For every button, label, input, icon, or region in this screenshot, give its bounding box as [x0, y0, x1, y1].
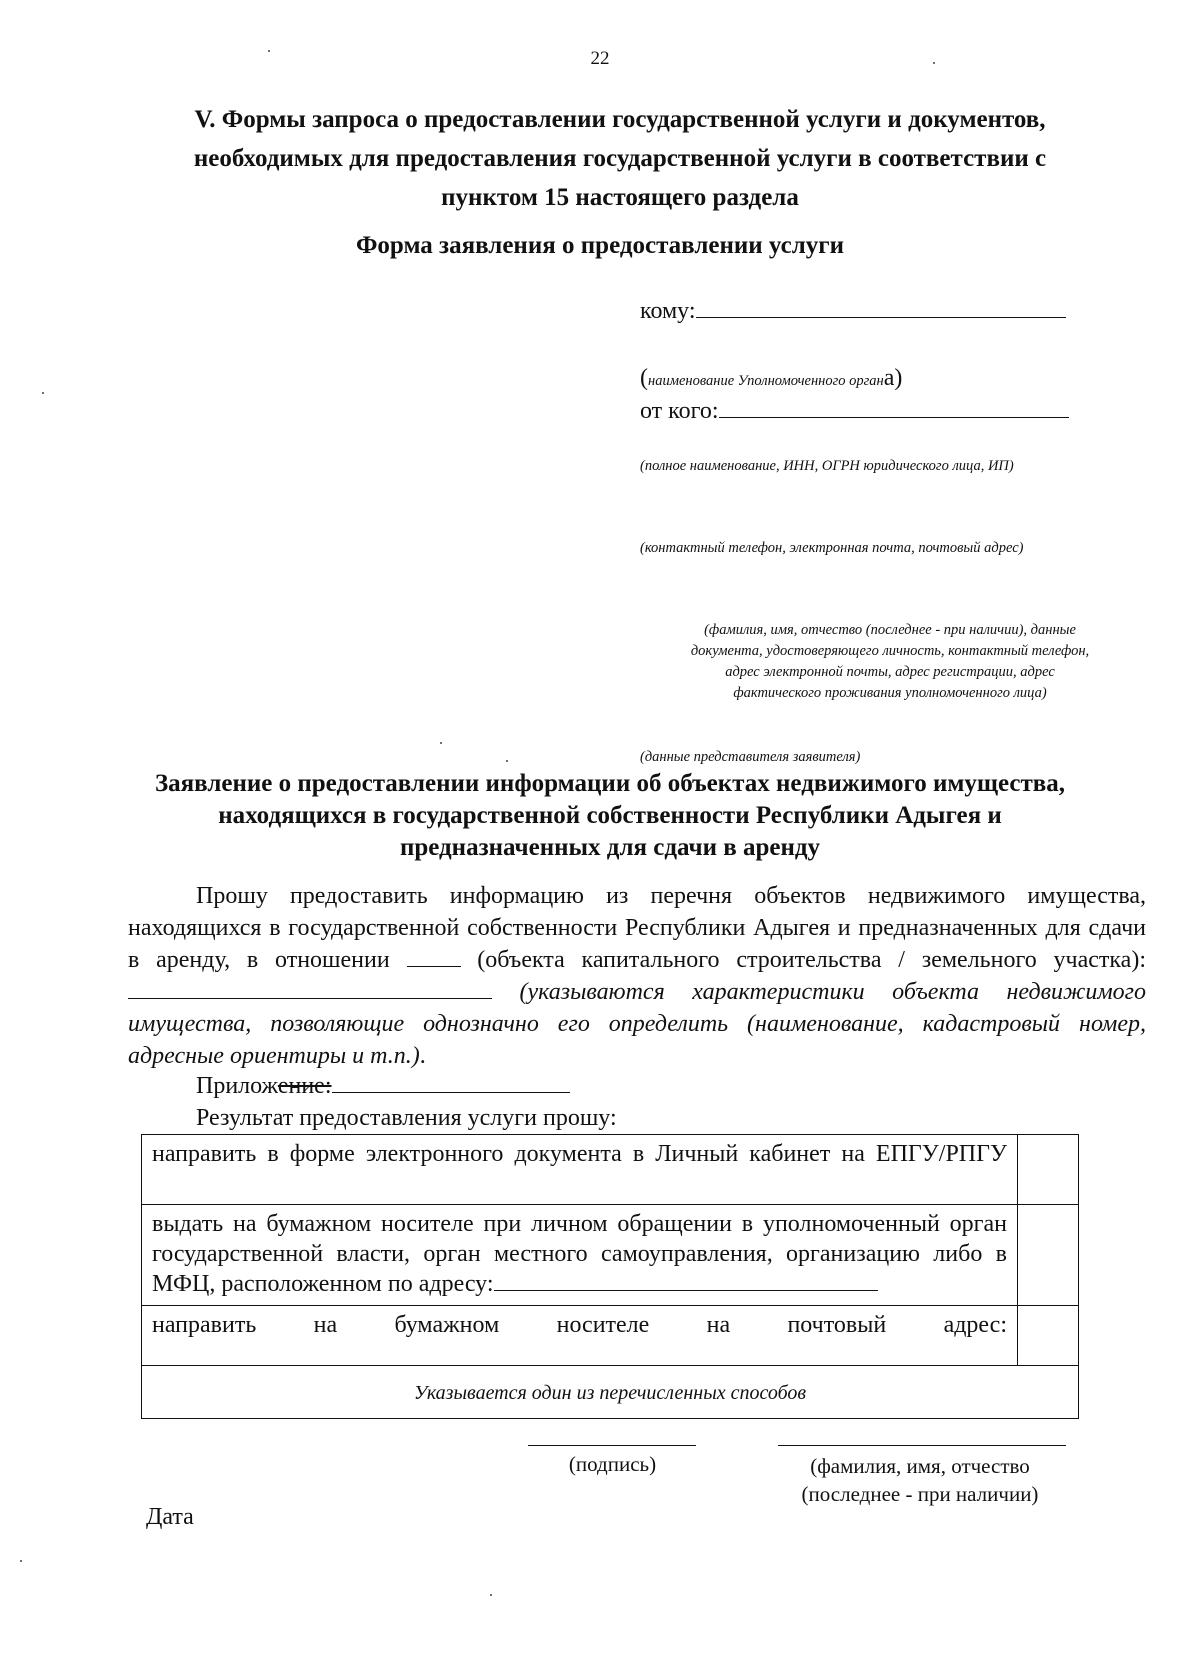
section-title-line: V. Формы запроса о предоставлении государственной услуги и документов,: [194, 106, 1046, 133]
fio-hint: [640, 620, 1140, 704]
to-field[interactable]: [640, 298, 1066, 325]
representative-hint: (данные представителя заявителя): [640, 749, 861, 765]
to-hint-close: а): [883, 365, 903, 391]
attachment-blank[interactable]: [332, 1078, 570, 1093]
fio-line[interactable]: [778, 1445, 1066, 1446]
from-field[interactable]: [640, 398, 1069, 425]
options-note: Указывается один из перечисленных способов: [142, 1366, 1079, 1419]
contact-hint: (контактный телефон, электронная почта, почтовый адрес): [640, 540, 1024, 556]
option-text: [142, 1205, 1018, 1306]
object-type-blank[interactable]: [407, 946, 461, 967]
option-checkbox[interactable]: [1018, 1135, 1079, 1205]
to-hint-open: (: [640, 365, 648, 391]
fio-hint-line: документа, удостоверяющего личность, контактный телефон,: [690, 643, 1090, 659]
scan-speck: [20, 1560, 22, 1562]
to-hint-text: наименование Уполномоченного орган: [648, 373, 884, 389]
option-text-content: выдать на бумажном носителе при личном обращении в уполномоченный орган государственной власти, орган местного самоуправления, организацию либо в МФЦ, расположенном по адресу:: [152, 1211, 1007, 1297]
from-label: от кого:: [640, 398, 719, 424]
to-input-line[interactable]: [696, 299, 1066, 318]
scan-speck: [490, 1594, 492, 1596]
signature-caption: (подпись): [568, 1452, 657, 1476]
application-title-line: находящихся в государственной собственности Республики Адыгея и: [218, 802, 1002, 829]
delivery-options-table: [141, 1134, 1079, 1419]
request-hint-italic: (указываются характеристики объекта недвижимого имущества, позволяющие однозначно его определить (наименование, кадастровый номер, адресные ориентиры и т.п.): [128, 979, 1146, 1069]
request-text: (объекта капитального строительства / земельного участка):: [460, 947, 1146, 973]
object-characteristics-blank[interactable]: [128, 978, 492, 999]
table-row: [142, 1306, 1079, 1366]
option-checkbox[interactable]: [1018, 1205, 1079, 1306]
fio-caption-line: (фамилия, имя, отчество: [810, 1454, 1030, 1478]
request-paragraph: [128, 880, 1146, 1072]
table-row: [142, 1135, 1079, 1205]
to-hint: [640, 365, 902, 392]
from-hint: (полное наименование, ИНН, ОГРН юридического лица, ИП): [640, 458, 1014, 474]
page-number: 22: [590, 48, 610, 69]
section-title-line: пунктом 15 настоящего раздела: [441, 184, 799, 211]
fio-caption: [770, 1452, 1070, 1508]
application-title: [120, 768, 1100, 864]
section-title-line: необходимых для предоставления государственной услуги в соответствии с: [193, 145, 1047, 172]
option-text: направить в форме электронного документа в Личный кабинет на ЕПГУ/РПГУ: [142, 1135, 1018, 1205]
scan-speck: [440, 742, 442, 744]
scan-speck: [268, 50, 270, 52]
attachment-line: [196, 1073, 570, 1100]
signature-line[interactable]: [528, 1445, 696, 1446]
option-text: направить на бумажном носителе на почтовый адрес:: [142, 1306, 1018, 1366]
table-row: [142, 1205, 1079, 1306]
form-title: Форма заявления о предоставлении услуги: [355, 232, 845, 259]
scan-speck: [42, 392, 44, 394]
from-input-line[interactable]: [719, 399, 1069, 418]
fio-hint-line: (фамилия, имя, отчество (последнее - при наличии), данные: [704, 622, 1076, 638]
application-title-line: предназначенных для сдачи в аренду: [399, 834, 821, 861]
to-label: кому:: [640, 298, 696, 324]
option-checkbox[interactable]: [1018, 1306, 1079, 1366]
table-row: [142, 1366, 1079, 1419]
address-blank[interactable]: [494, 1272, 878, 1291]
fio-hint-line: адрес электронной почты, адрес регистрации, адрес: [725, 664, 1055, 680]
fio-hint-line: фактического проживания уполномоченного лица): [733, 685, 1047, 701]
scan-speck: [506, 760, 508, 762]
attachment-label: Прилож: [196, 1073, 278, 1099]
application-title-line: Заявление о предоставлении информации об объектах недвижимого имущества,: [154, 770, 1066, 797]
fio-caption-line: (последнее - при наличии): [801, 1482, 1039, 1506]
attachment-label-struck: ение:: [277, 1073, 332, 1099]
section-title: [140, 100, 1100, 217]
scan-speck: [933, 62, 935, 64]
date-label: Дата: [146, 1504, 194, 1530]
result-label: Результат предоставления услуги прошу:: [196, 1105, 617, 1131]
request-text: Прошу предоставить информацию из перечня объектов недвижимого имущества, находящихся в государственной собственности Республики Адыгея и предназначенных для сдачи в аренду, в отношении: [128, 883, 1146, 973]
request-end: .: [419, 1043, 426, 1069]
